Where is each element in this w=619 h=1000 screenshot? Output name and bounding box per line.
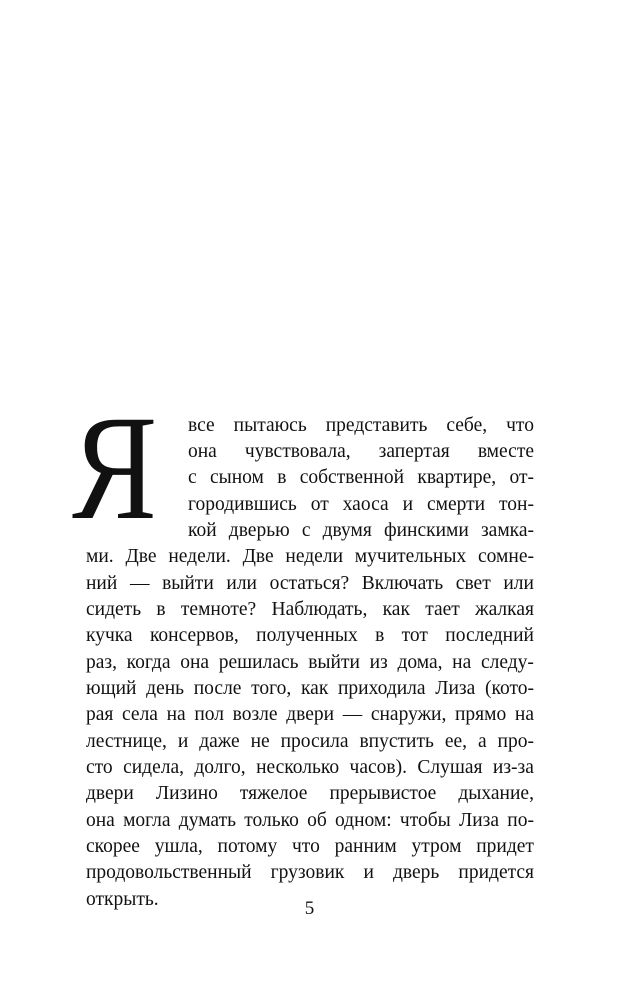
text-word: замка- [480,520,534,541]
text-word: остаться? [269,573,350,594]
text-word: двумя [322,520,372,541]
text-line [86,859,534,886]
text-word: того, [251,678,292,699]
text-word: дыхание, [458,783,534,804]
text-word: просила [280,731,349,752]
text-word: прерывистое [329,783,437,804]
text-word: кучка [86,625,133,646]
text-word: Две [242,546,274,567]
text-line [86,675,534,702]
text-word: как [301,678,329,699]
text-word: она [188,441,217,462]
text-word: она [180,652,210,673]
text-word: на [514,704,534,725]
text-word: от [310,494,329,515]
text-line [188,464,534,491]
text-word: когда [126,652,171,673]
text-word: в [277,467,287,488]
text-word: с [188,467,197,488]
text-word: и [402,494,414,515]
text-word: пытаюсь [233,415,307,436]
text-word: одном: [334,810,392,831]
text-line [86,754,534,781]
text-word: последний [445,625,534,646]
text-word: приходила [338,678,426,699]
text-word: тот [401,625,428,646]
text-line [86,543,534,570]
text-word: квартире, [417,467,497,488]
text-word: недели [285,546,343,567]
text-line [86,622,534,649]
text-word: чтобы [399,810,451,831]
text-line [86,649,534,676]
text-word: с [301,520,311,541]
text-word: темноте? [180,599,257,620]
text-word: собственной [299,467,405,488]
text-word: Наблюдать, [271,599,368,620]
text-word: впустить [359,731,434,752]
text-word: Лиза [435,678,476,699]
text-word: по- [507,810,534,831]
text-word: дома, [397,652,443,673]
text-line [86,570,534,597]
text-word: что [292,836,320,857]
text-word: не [250,731,270,752]
text-word: сидеть [86,599,142,620]
text-word: полученных [256,625,358,646]
text-word: запертая [378,441,450,462]
text-word: Слушая [417,757,483,778]
text-line [86,728,534,755]
text-word: тон- [499,494,534,515]
text-word: села [122,704,158,725]
text-word: только [244,810,299,831]
text-word: недели. [168,546,231,567]
text-line [188,412,534,439]
text-word: дверью [228,520,290,541]
text-word: потому [217,836,278,857]
text-word: снаружи, [370,704,447,725]
text-word: ушла, [154,836,203,857]
text-word: свет [455,573,491,594]
text-word: тяжелое [239,783,308,804]
text-word: как [382,599,410,620]
text-word: лестнице, [86,731,167,752]
text-word: грузовик [270,862,345,883]
text-word: решилась [218,652,299,673]
text-word: двери [86,783,134,804]
text-word: вместе [477,441,534,462]
text-word: после [193,678,242,699]
text-word: часов). [349,757,407,778]
text-word: сыном [209,467,264,488]
text-word: ми. [86,546,114,567]
text-word: открыть. [86,889,159,910]
text-word: финскими [383,520,469,541]
text-word: сидела, [123,757,184,778]
text-word: Включать [361,573,444,594]
text-word: (кото- [484,678,534,699]
text-line [188,438,534,465]
text-word: день [146,678,185,699]
text-word: от- [509,467,534,488]
text-word: сто [86,757,113,778]
text-word: Лизино [155,783,218,804]
text-line [188,517,534,544]
text-word: хаоса [342,494,389,515]
text-word: ющий [86,678,137,699]
text-word: сомне- [478,546,534,567]
text-word: про- [497,731,534,752]
text-word: ее, [444,731,468,752]
text-word: ний [86,573,118,594]
text-word: а [477,731,487,752]
text-word: в [156,599,166,620]
text-word: себе, [446,415,488,436]
text-word: утром [411,836,462,857]
text-word: следу- [480,652,534,673]
text-line [188,491,534,518]
text-word: тает [425,599,460,620]
text-word: мучительных [354,546,467,567]
text-word: что [506,415,534,436]
drop-cap: Я [72,385,158,551]
text-word: чувствовала, [244,441,351,462]
text-line [86,807,534,834]
text-word: двери [286,704,335,725]
text-line [86,780,534,807]
text-word: ранним [334,836,397,857]
text-word: придет [476,836,534,857]
text-word: все [188,415,215,436]
text-word: на [166,704,186,725]
text-word: и [177,731,189,752]
text-word: она [86,810,115,831]
text-word: долго, [194,757,246,778]
text-word: и [363,862,374,883]
page-number: 5 [304,898,315,919]
text-word: раз, [86,652,117,673]
text-word: пол [194,704,224,725]
text-line [86,596,534,623]
text-word: из [369,652,388,673]
text-word: консервов, [149,625,239,646]
text-line [86,833,534,860]
text-word: продовольственный [86,862,252,883]
text-word: смерти [426,494,486,515]
text-word: Лиза [459,810,500,831]
text-word: или [503,573,534,594]
text-word: рая [86,704,114,725]
text-word: представить [325,415,428,436]
text-word: скорее [86,836,140,857]
text-word: возле [232,704,278,725]
text-word: жалкая [475,599,534,620]
text-line [86,701,534,728]
text-word: несколько [256,757,340,778]
text-word: — [342,704,363,725]
text-word: городившись [188,494,297,515]
text-word: выйти [308,652,360,673]
text-word: думать [178,810,236,831]
text-word: придется [458,862,534,883]
text-word: или [226,573,257,594]
text-word: об [307,810,327,831]
text-word: могла [123,810,171,831]
text-word: из-за [492,757,534,778]
text-word: — [129,573,150,594]
text-word: даже [199,731,240,752]
text-word: на [452,652,472,673]
text-word: Две [125,546,157,567]
text-word: кой [188,520,217,541]
text-word: дверь [393,862,440,883]
text-word: выйти [162,573,214,594]
text-word: прямо [455,704,507,725]
text-word: в [375,625,385,646]
